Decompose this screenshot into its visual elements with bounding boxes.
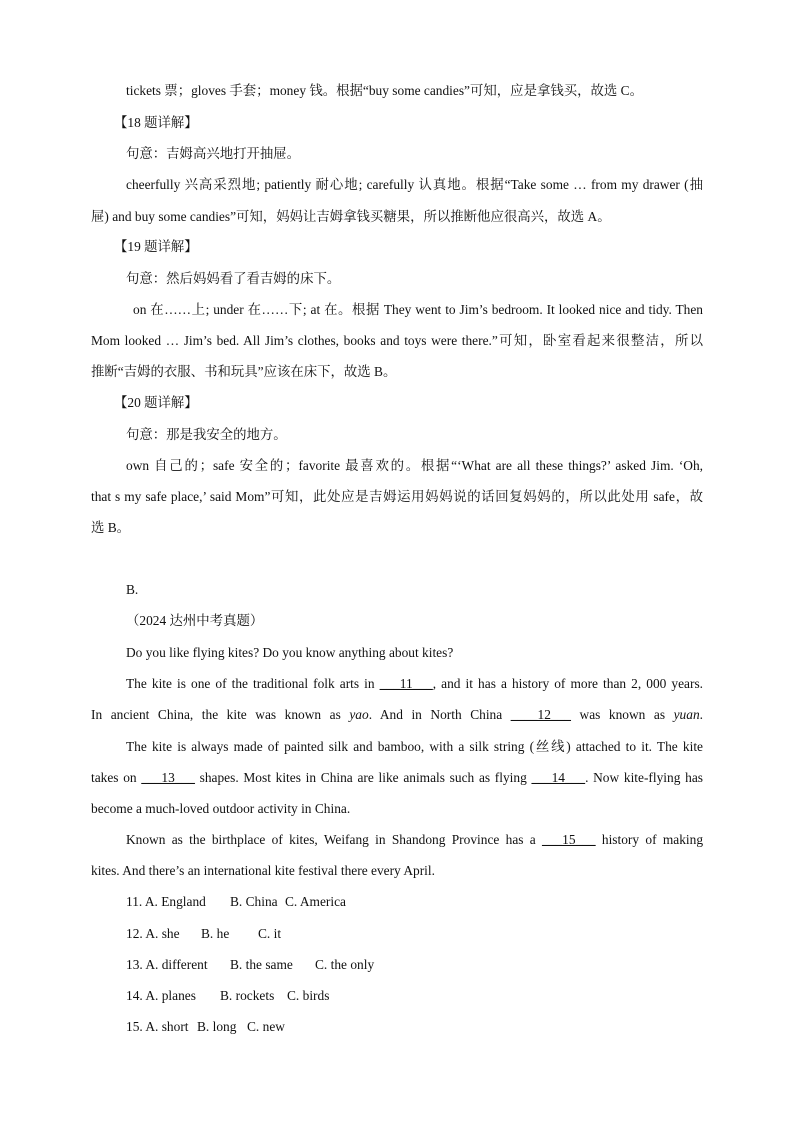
sentence-meaning-20: 句意：那是我安全的地方。: [126, 427, 287, 442]
passage-intro: Do you like flying kites? Do you know anything about kites?: [126, 645, 454, 660]
options-15: 15. A. short B. long C. new: [126, 1019, 285, 1034]
blank-13: ___13___: [141, 770, 195, 785]
explanation-20-line1: own 自己的；safe 安全的；favorite 最喜欢的。根据“‘What are all these things?’ asked Jim. ‘Oh,: [126, 458, 703, 473]
blank-12: ____12___: [510, 707, 571, 722]
source-note: （2024 达州中考真题）: [126, 613, 264, 628]
blank-14: ___14___: [531, 770, 586, 785]
options-14: 14. A. planes B. rockets C. birds: [126, 988, 330, 1003]
options-12: 12. A. she B. he C. it: [126, 926, 282, 941]
sentence-meaning-19: 句意：然后妈妈看了看吉姆的床下。: [126, 271, 341, 286]
blank-11: ___11___: [379, 676, 433, 691]
blank-15: ___15___: [542, 832, 596, 847]
passage-p2-line1: The kite is always made of painted silk and bamboo, with a silk string (丝线) attached to it. The kite: [126, 739, 703, 754]
options-11: 11. A. England B. China C. America: [126, 894, 346, 909]
sentence-meaning-18: 句意：吉姆高兴地打开抽屉。: [126, 146, 301, 161]
heading-20: 【20 题详解】: [114, 395, 198, 410]
heading-18: 【18 题详解】: [114, 115, 198, 130]
passage-p2-line3: become a much-loved outdoor activity in China.: [91, 801, 351, 816]
options-13: 13. A. different B. the same C. the only: [126, 957, 375, 972]
passage-p3-line1: Known as the birthplace of kites, Weifang in Shandong Province has a ___15___ history of making: [126, 832, 703, 847]
passage-p3-line2: kites. And there’s an international kite festival there every April.: [91, 863, 435, 878]
explanation-17-tail: tickets 票；gloves 手套；money 钱。根据“buy some candies”可知，应是拿钱买，故选 C。: [126, 83, 643, 98]
explanation-19-line2: Mom looked … Jim’s bed. All Jim’s clothes, books and toys were there.”可知，卧室看起来很整洁，所以: [91, 333, 703, 348]
explanation-20-line2: that s my safe place,’ said Mom”可知，此处应是吉姆运用妈妈说的话回复妈妈的，所以此处用 safe，故: [91, 489, 703, 504]
heading-19: 【19 题详解】: [114, 239, 198, 254]
section-label-b: B.: [126, 582, 139, 597]
explanation-18-line1: cheerfully 兴高采烈地; patiently 耐心地; carefully 认真地。根据“Take some … from my drawer (抽: [126, 177, 703, 192]
explanation-20-line3: 选 B。: [91, 520, 131, 535]
passage-p1-line1: The kite is one of the traditional folk arts in ___11___, and it has a history of more than 2, 000 years.: [126, 676, 703, 691]
passage-p2-line2: takes on ___13___ shapes. Most kites in China are like animals such as flying ___14___. Now kite-flying has: [91, 770, 703, 785]
passage-p1-line2: In ancient China, the kite was known as yao. And in North China ____12___ was known as yuan.: [91, 707, 703, 722]
explanation-19-line1: on 在……上; under 在……下; at 在。根据 They went to Jim’s bedroom. It looked nice and tidy. Then: [133, 302, 703, 317]
explanation-19-line3: 推断“吉姆的衣服、书和玩具”应该在床下，故选 B。: [91, 364, 397, 379]
explanation-18-line2: 屉) and buy some candies”可知，妈妈让吉姆拿钱买糖果，所以推断他应很高兴，故选 A。: [91, 209, 611, 224]
